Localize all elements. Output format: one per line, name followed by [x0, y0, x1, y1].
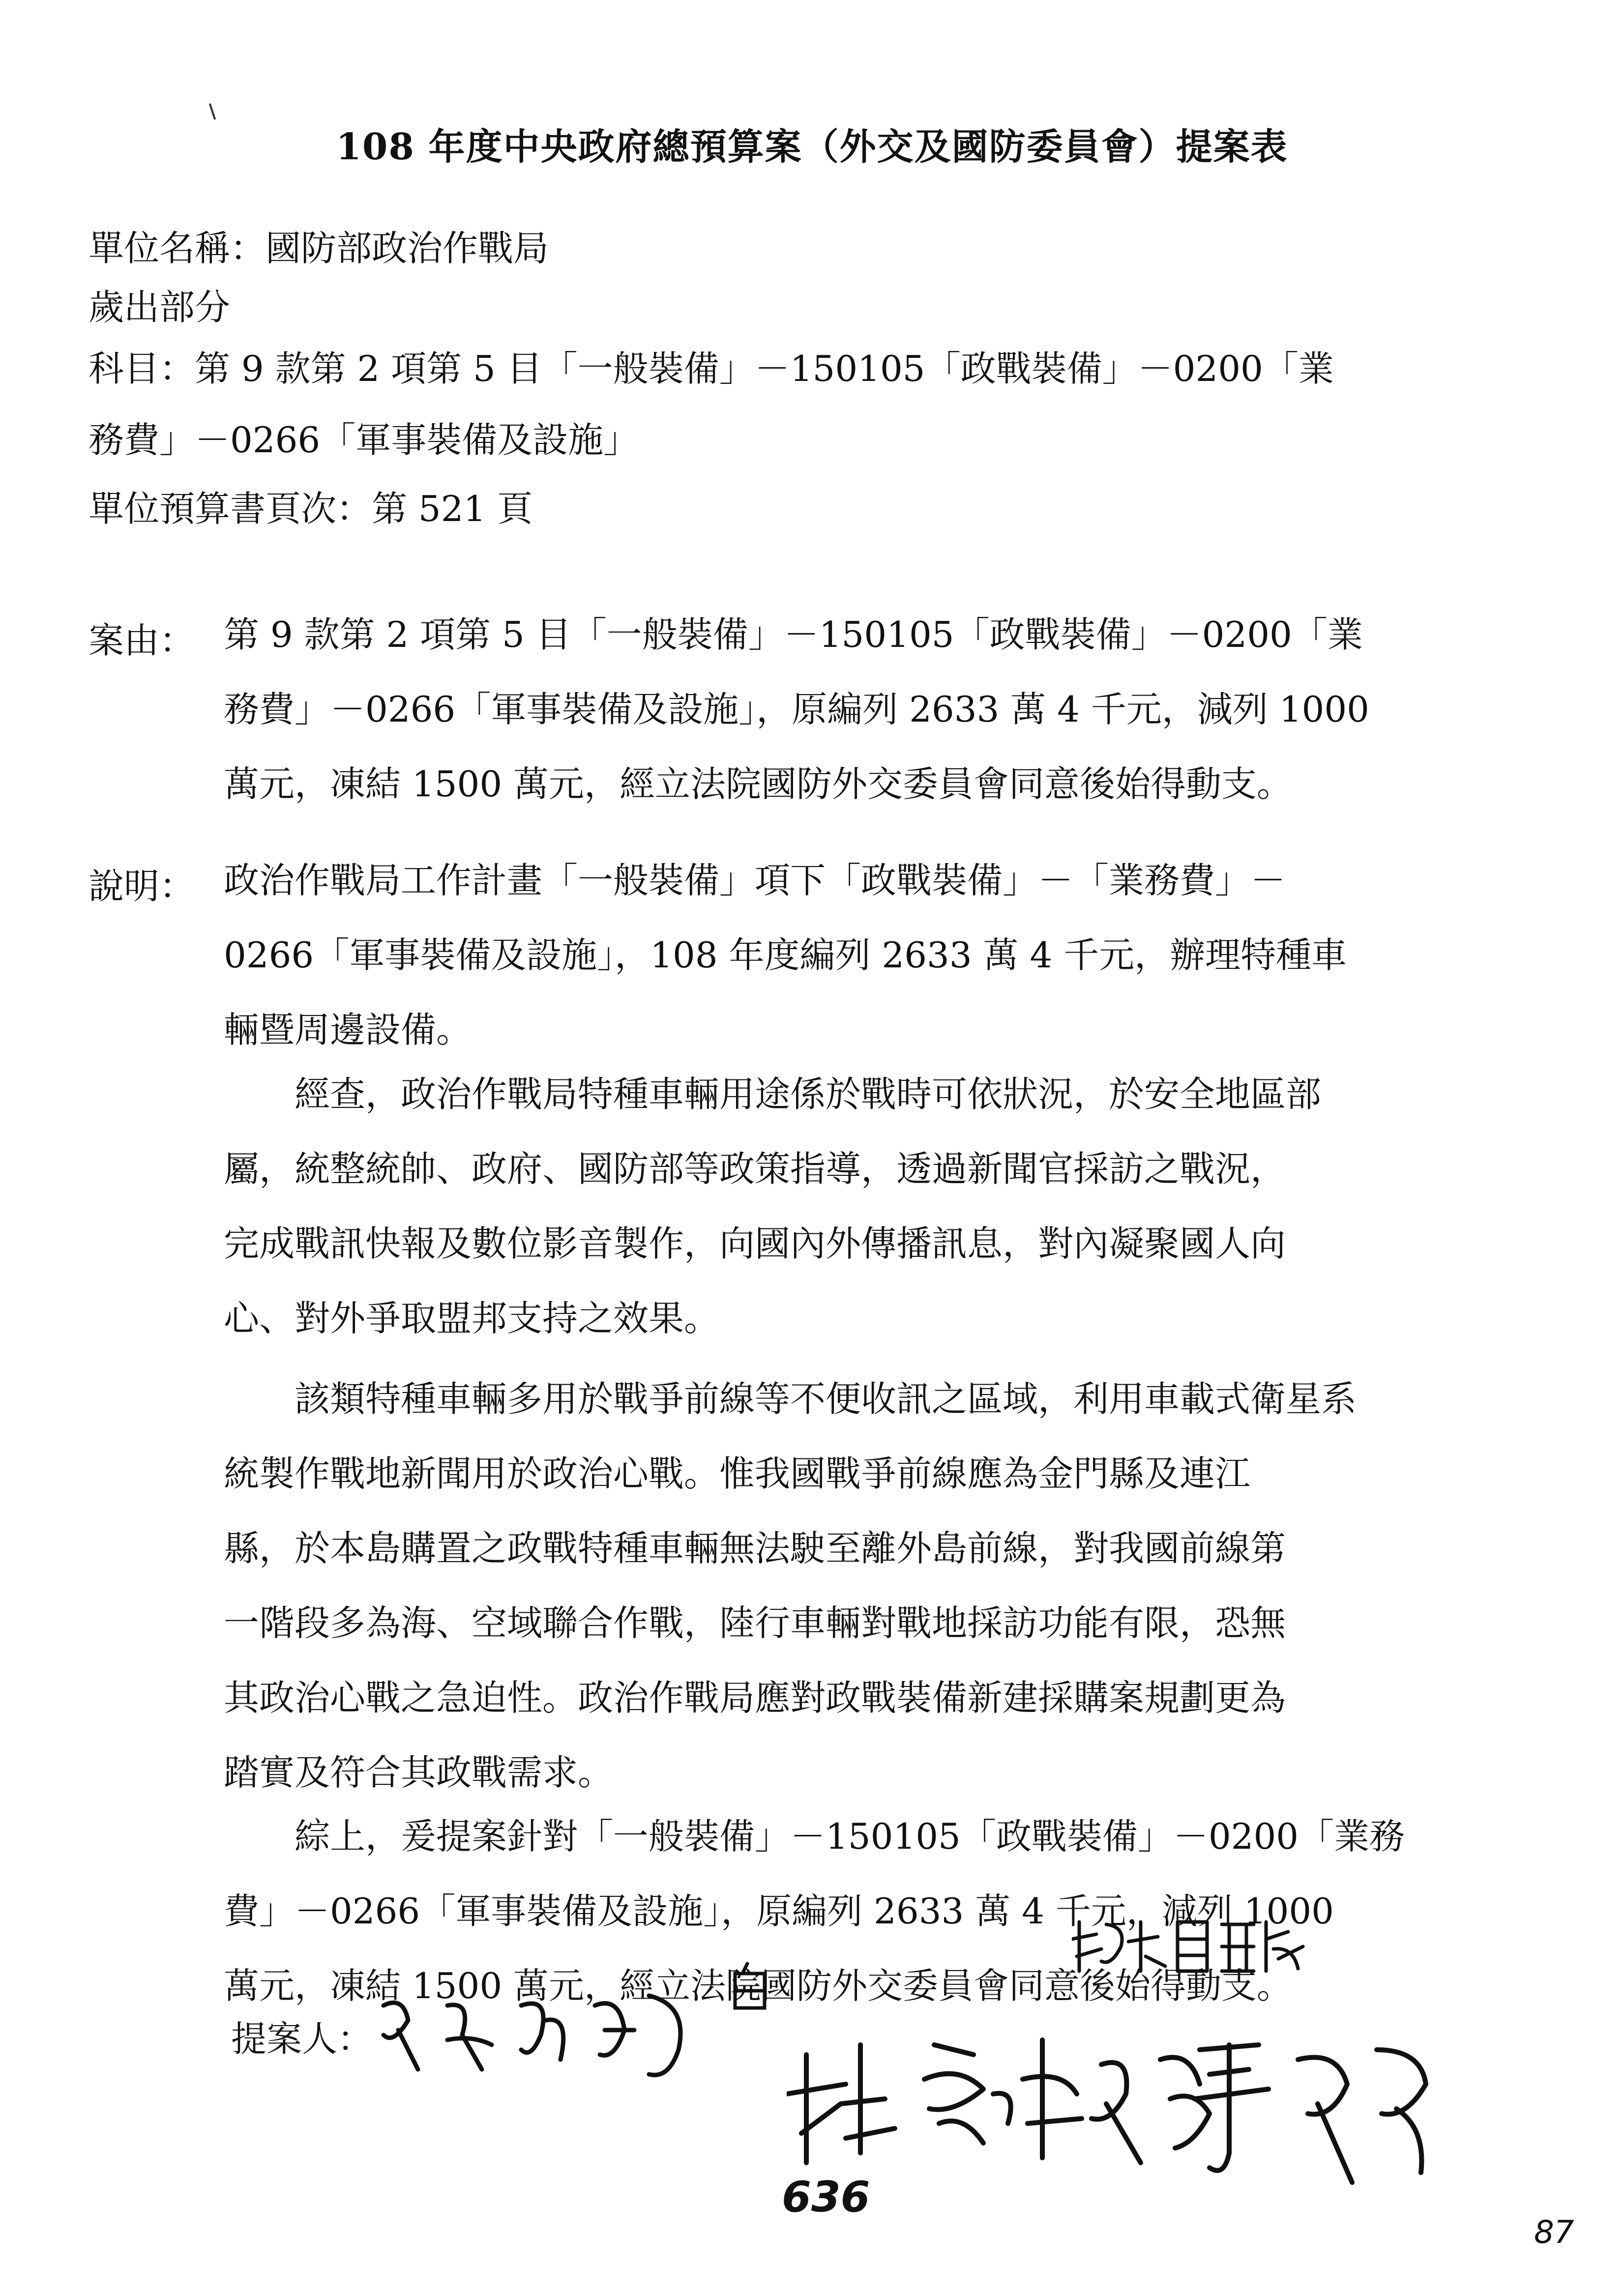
signature-3 — [1190, 2030, 1446, 2192]
explanation-paragraph-2: 該類特種車輛多用於戰爭前線等不便收訊之區域，利用車載式衛星系 統製作戰地新聞用於政治心戰。惟我國戰爭前線應為金門縣及連江 縣，於本島購置之政戰特種車輛無法駛至離外島前線，對我國前線第 一階段多為海、空域聯合作戰，陸行車輛對戰地採訪功能有限，恐無 其政治心戰之急迫性。政治作戰局應對政戰裝備新建採購案規劃更為 踏實及符合其政戰需求。 — [224, 1378, 1357, 1793]
budget-page-ref: 單位預算書頁次：第 521 頁 — [89, 488, 533, 529]
document-title: 108 年度中央政府總預算案（外交及國防委員會）提案表 — [336, 126, 1288, 168]
handwritten-note-top — [1072, 1912, 1308, 1981]
proposer-label: 提案人： — [231, 2018, 373, 2060]
explanation-paragraph-1: 經查，政治作戰局特種車輛用途係於戰時可依狀況，於安全地區部 屬，統整統帥、政府、國防部等政策指導，透過新聞官採訪之戰況， 完成戰訊快報及數位影音製作，向國內外傳播訊息，對內凝聚國人向 心、對外爭取盟邦支持之效果。 — [224, 1074, 1322, 1339]
signature-1 — [374, 1976, 708, 2089]
subject-line-1: 科目：第 9 款第 2 項第 5 目「一般裝備」－150105「政戰裝備」－0200「業 — [89, 348, 1334, 389]
unit-name: 單位名稱：國防部政治作戰局 — [89, 228, 549, 269]
page-number-corner: 87 — [1534, 2214, 1574, 2251]
explanation-label: 說明： — [89, 866, 195, 907]
handwritten-note-mid — [728, 1961, 772, 2015]
subject-line-2: 務費」－0266「軍事裝備及設施」 — [89, 419, 639, 461]
section-name: 歲出部分 — [89, 287, 231, 328]
explanation-intro: 政治作戰局工作計畫「一般裝備」項下「政戰裝備」－「業務費」－ 0266「軍事裝備及設施」，108 年度編列 2633 萬 4 千元，辦理特種車 輛暨周邊設備。 — [224, 860, 1347, 1050]
case-label: 案由： — [89, 620, 195, 661]
page-number-handwritten: 636 — [782, 2173, 870, 2222]
stray-mark — [209, 103, 216, 120]
signature-2 — [787, 2015, 1229, 2178]
case-text: 第 9 款第 2 項第 5 目「一般裝備」－150105「政戰裝備」－0200「業 務費」－0266「軍事裝備及設施」，原編列 2633 萬 4 千元，減列 1000 萬元，凍結 1500 萬元，經立法院國防外交委員會同意後始得動支。 — [224, 614, 1369, 805]
explanation-paragraph-3: 綜上，爰提案針對「一般裝備」－150105「政戰裝備」－0200「業務 費」－0266「軍事裝備及設施」，原編列 2633 萬 4 千元，減列 1000 萬元，凍結 1500 萬元，經立法院國防外交委員會同意後始得動支。 — [224, 1816, 1405, 2006]
